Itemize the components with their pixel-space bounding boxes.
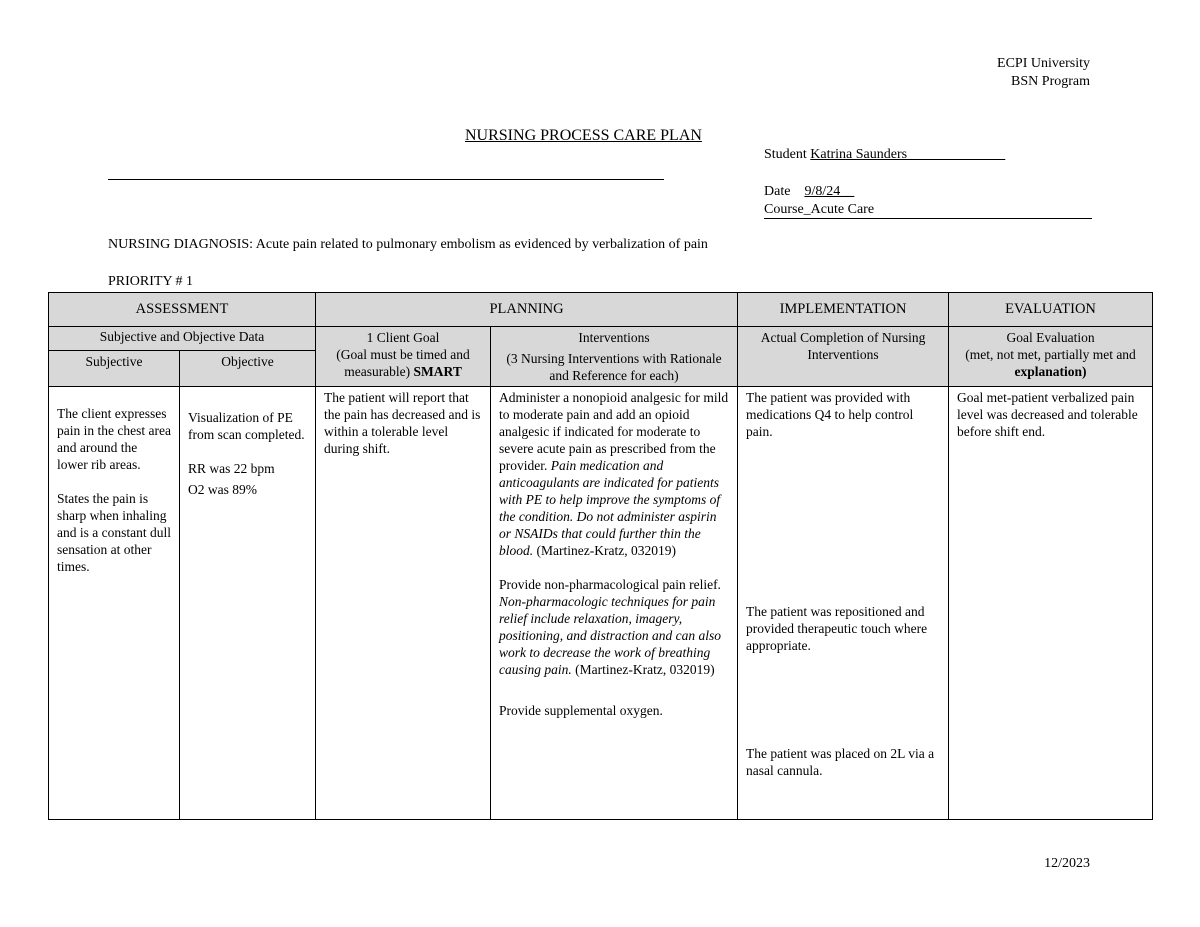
implementation-text-1: The patient was provided with medications Q4 to help control pain. — [746, 390, 914, 439]
intervention-3 — [499, 702, 729, 719]
goal-evaluation-desc: (met, not met, partially met and — [965, 347, 1136, 362]
intervention-1-text: Administer a nonopioid analgesic for mild to moderate pain and add an opioid analgesic if indicated for moderate to severe acute pain as prescribed from the provider. — [499, 390, 729, 473]
university-name: ECPI University — [997, 56, 1090, 71]
institution-header — [997, 55, 1090, 91]
date-label: Date — [764, 184, 791, 199]
objective-cell — [180, 387, 316, 820]
subjective-text-1: The client expresses pain in the chest area and around the lower rib areas. — [57, 406, 171, 472]
care-plan-table — [48, 292, 1153, 820]
objective-text-1: Visualization of PE from scan completed. — [188, 410, 305, 442]
intervention-2-rationale: Non-pharmacologic techniques for pain relief include relaxation, imagery, positioning, and distraction and can also work to decrease the work of breathing causing pain. — [499, 594, 722, 677]
intervention-2 — [499, 576, 729, 678]
implementation-cell — [738, 387, 949, 820]
student-field — [764, 147, 1005, 163]
nursing-diagnosis: NURSING DIAGNOSIS: Acute pain related to pulmonary embolism as evidenced by verbalization of pain — [108, 237, 708, 252]
implementation-header: IMPLEMENTATION — [738, 293, 949, 327]
intervention-2-text: Provide non-pharmacological pain relief. — [499, 577, 721, 592]
interventions-cell — [491, 387, 738, 820]
intervention-1-reference: (Martinez-Kratz, 032019) — [536, 543, 676, 558]
planning-header: PLANNING — [316, 293, 738, 327]
goal-evaluation-title: Goal Evaluation — [1006, 330, 1095, 345]
client-goal-title: 1 Client Goal — [366, 330, 440, 345]
actual-completion-header: Actual Completion of Nursing Interventions — [738, 327, 949, 387]
interventions-header — [491, 327, 738, 387]
assessment-header: ASSESSMENT — [49, 293, 316, 327]
client-goal-desc: (Goal must be timed and measurable) — [336, 347, 470, 379]
client-goal-cell — [316, 387, 491, 820]
intervention-3-text: Provide supplemental oxygen. — [499, 703, 663, 718]
subheader-row-1 — [49, 327, 1153, 351]
section-header-row — [49, 293, 1153, 327]
client-goal-text: The patient will report that the pain has decreased and is within a tolerable level during shift. — [324, 390, 481, 456]
revision-date: 12/2023 — [1044, 856, 1090, 871]
intervention-1-rationale: Pain medication and anticoagulants are indicated for patients with PE to help improve the symptoms of the condition. Do not administer aspirin or NSAIDs that could further thin the blood. — [499, 458, 721, 558]
evaluation-cell — [949, 387, 1153, 820]
care-plan-body-row — [49, 387, 1153, 820]
subjective-header: Subjective — [49, 350, 180, 386]
evaluation-text: Goal met-patient verbalized pain level was decreased and tolerable before shift end. — [957, 390, 1138, 439]
interventions-title: Interventions — [578, 330, 650, 345]
intervention-1 — [499, 389, 729, 559]
interventions-desc: (3 Nursing Interventions with Rationale and Reference for each) — [506, 351, 722, 383]
goal-evaluation-bold: explanation) — [1014, 364, 1087, 379]
objective-text-2: RR was 22 bpm — [188, 461, 275, 476]
priority-label: PRIORITY # 1 — [108, 274, 194, 289]
evaluation-header: EVALUATION — [949, 293, 1153, 327]
objective-text-3: O2 was 89% — [188, 482, 257, 497]
date-field — [764, 184, 854, 200]
goal-evaluation-header — [949, 327, 1153, 387]
student-underline: ______________ — [907, 147, 1006, 162]
date-value: 9/8/24__ — [804, 184, 855, 199]
implementation-text-2: The patient was repositioned and provided therapeutic touch where appropriate. — [746, 604, 928, 653]
client-goal-smart: SMART — [413, 364, 462, 379]
page-title: NURSING PROCESS CARE PLAN — [465, 127, 702, 144]
intervention-2-reference: (Martinez-Kratz, 032019) — [575, 662, 715, 677]
student-label: Student — [764, 147, 807, 162]
objective-header: Objective — [180, 350, 316, 386]
student-name: Katrina Saunders — [810, 147, 908, 162]
course-field — [764, 202, 1092, 219]
course-value: Acute Care — [810, 202, 875, 217]
subjective-cell — [49, 387, 180, 820]
name-line — [108, 179, 664, 180]
subjective-text-2: States the pain is sharp when inhaling and is a constant dull sensation at other times. — [57, 491, 171, 574]
subjective-objective-header: Subjective and Objective Data — [49, 327, 316, 351]
program-name: BSN Program — [1011, 74, 1090, 89]
client-goal-header — [316, 327, 491, 387]
course-label: Course_ — [764, 202, 811, 217]
implementation-text-3: The patient was placed on 2L via a nasal cannula. — [746, 746, 935, 778]
